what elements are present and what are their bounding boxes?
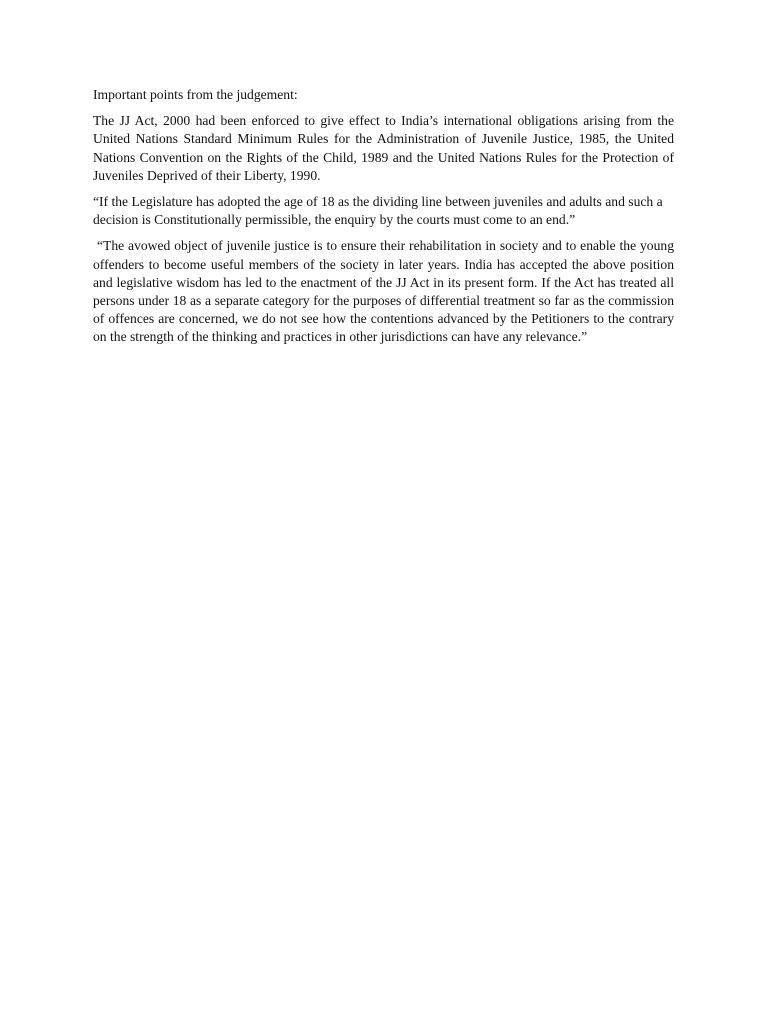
paragraph-juvenile-justice-quote: “The avowed object of juvenile justice is to ensure their rehabilitation in society and to enable the young offenders to become useful members of the society in later years. India has accepted the above position and legislative wisdom has led to the enactment of the JJ Act in its present form. If the Act has treated all persons under 18 as a separate category for the purposes of differential treatment so far as the commission of offences are concerned, we do not see how the contentions advanced by the Petitioners to the contrary on the strength of the thinking and practices in other jurisdictions can have any relevance.” <box>93 238 674 345</box>
paragraph-jj-act-obligations: The JJ Act, 2000 had been enforced to give effect to India’s international obligations arising from the United Nations Standard Minimum Rules for the Administration of Juvenile Justice, 1985, the United Nations Convention on the Rights of the Child, 1989 and the United Nations Rules for the Protection of Juveniles Deprived of their Liberty, 1990. <box>93 113 674 183</box>
document-heading: Important points from the judgement: <box>93 87 298 102</box>
paragraph-legislature-quote: “If the Legislature has adopted the age of 18 as the dividing line between juveniles and adults and such a decision is Constitutionally permissible, the enquiry by the courts must come to an end.” <box>93 194 663 228</box>
document-body <box>93 86 674 355</box>
